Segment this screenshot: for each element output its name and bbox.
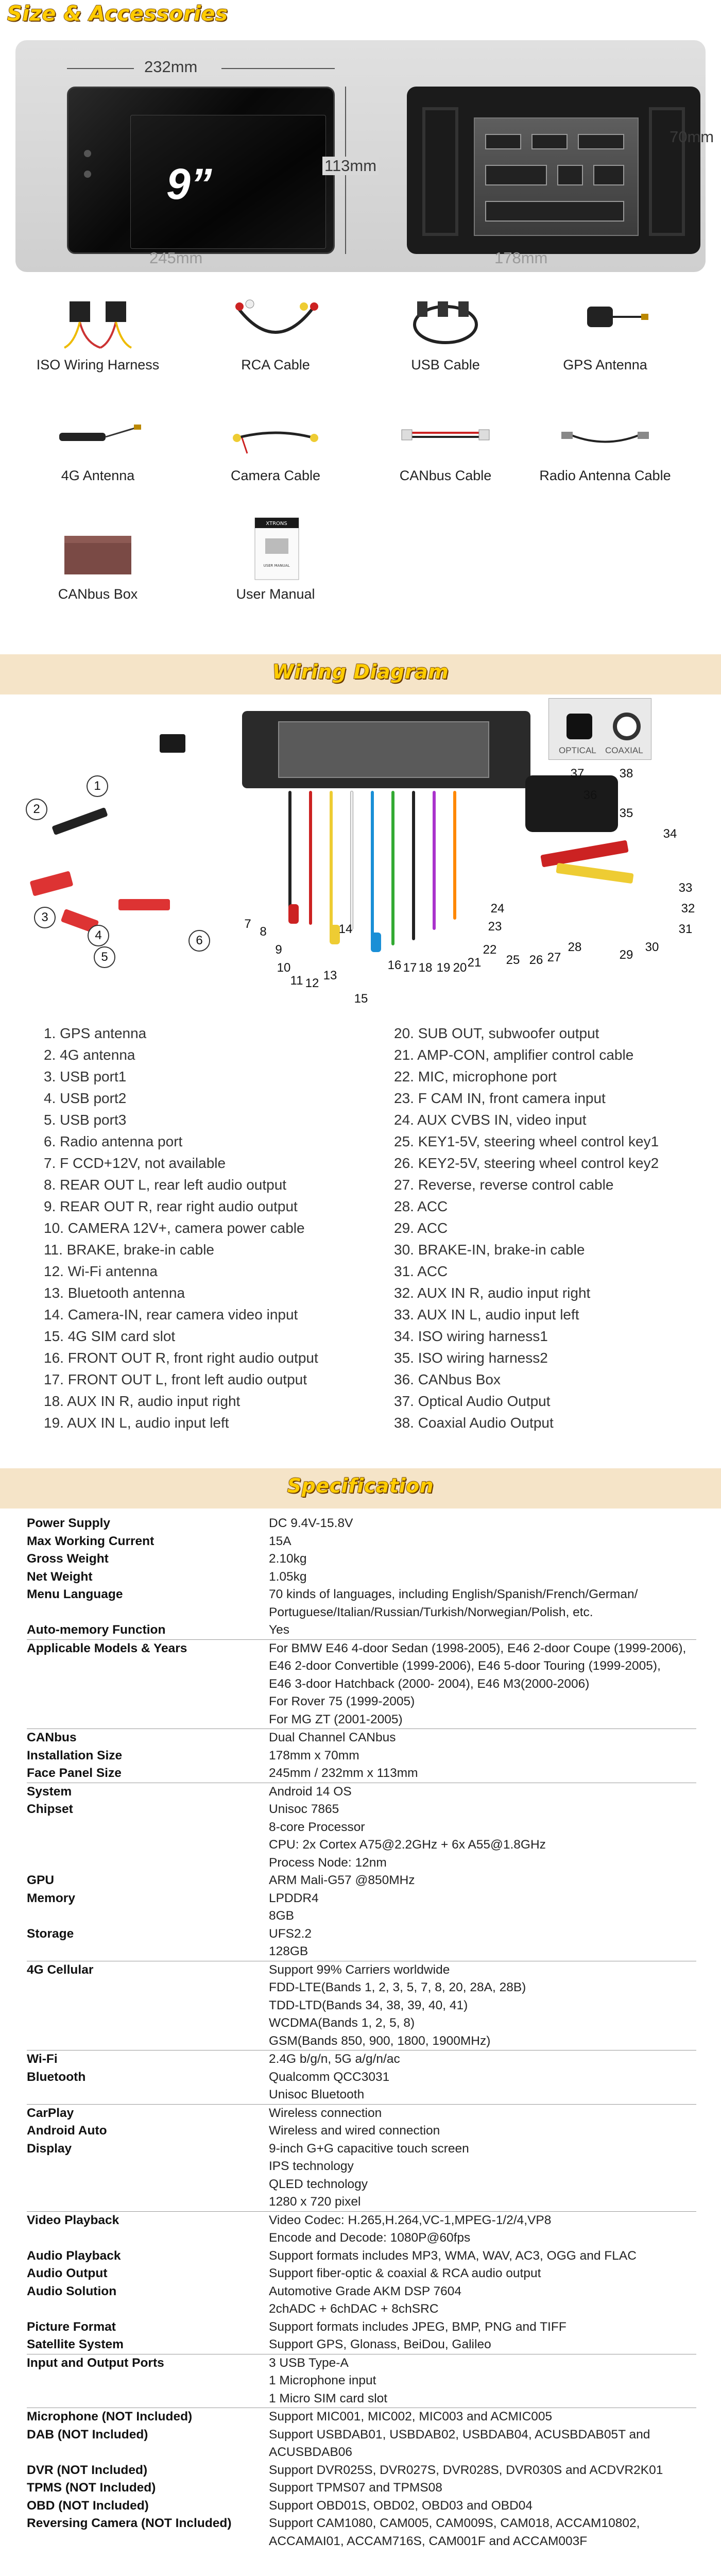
spec-row: [27, 2462, 696, 2480]
spec-row: [27, 1925, 696, 1961]
spec-key: Display: [27, 2141, 72, 2156]
wiring-legend-item: 2. 4G antenna: [44, 1047, 135, 1063]
wiring-legend-item: 14. Camera-IN, rear camera video input: [44, 1307, 298, 1323]
spec-value: [269, 1729, 696, 1747]
front-height-label: 113mm: [322, 157, 379, 175]
spec-value: [269, 1801, 696, 1872]
accessory-label: Camera Cable: [230, 468, 321, 483]
spec-key: Microphone (NOT Included): [27, 2410, 193, 2424]
wiring-legend-item: 10. CAMERA 12V+, camera power cable: [44, 1220, 305, 1236]
spec-row: [27, 2105, 696, 2123]
spec-key: Net Weight: [27, 1569, 93, 1584]
spec-value-line: Qualcomm QCC3031: [269, 2070, 390, 2084]
spec-row: [27, 1783, 696, 1801]
wiring-legend-item: 32. AUX IN R, audio input right: [394, 1285, 591, 1301]
wiring-diagram: [0, 698, 721, 1007]
wiring-legend-item: 8. REAR OUT L, rear left audio output: [44, 1177, 287, 1193]
head-unit-front: [67, 87, 335, 254]
spec-value: [269, 1550, 696, 1568]
spec-value-line: ACUSBDAB06: [269, 2445, 353, 2459]
accessory-gps-antenna: [520, 296, 690, 373]
wiring-legend-item: 3. USB port1: [44, 1069, 127, 1084]
chassis-height-label: 70mm: [670, 128, 714, 146]
wiring-legend-item: 19. AUX IN L, audio input left: [44, 1415, 229, 1431]
spec-key: Audio Playback: [27, 2248, 121, 2263]
spec-value-line: ACCAMAI01, ACCAM716S, CAM001F and ACCAM003F: [269, 2534, 588, 2548]
spec-row: [27, 2479, 696, 2497]
spec-header-band: [0, 1468, 721, 1509]
wiring-legend-item: 23. F CAM IN, front camera input: [394, 1090, 606, 1106]
spec-value-line: E46 2-door Convertible (1999-2006), E46 5-door Touring (1999-2005),: [269, 1659, 661, 1673]
spec-row: [27, 1586, 696, 1621]
spec-value-line: Unisoc 7865: [269, 1802, 339, 1816]
spec-key: Auto-memory Function: [27, 1623, 166, 1637]
spec-value: [269, 2354, 696, 2408]
spec-row: [27, 2122, 696, 2140]
spec-value: [269, 1533, 696, 1551]
wiring-legend-item: 31. ACC: [394, 1263, 448, 1279]
callout-35: 35: [619, 806, 633, 820]
spec-value-line: Video Codec: H.265,H.264,VC-1,MPEG-1/2/4,VP8: [269, 2213, 552, 2227]
spec-value-line: Automotive Grade AKM DSP 7604: [269, 2284, 462, 2298]
wiring-legend-item: 27. Reverse, reverse control cable: [394, 1177, 614, 1193]
spec-value-line: UFS2.2: [269, 1926, 312, 1941]
spec-value-line: 15A: [269, 1534, 291, 1548]
spec-row: [27, 2283, 696, 2318]
spec-value: [269, 2479, 696, 2497]
callout-38: 38: [619, 767, 633, 781]
spec-key: Bluetooth: [27, 2070, 86, 2084]
callout-32: 32: [681, 902, 695, 916]
spec-row: [27, 1872, 696, 1890]
wiring-legend-item: 6. Radio antenna port: [44, 1133, 183, 1149]
spec-value: [269, 2140, 696, 2211]
spec-value-line: Support OBD01S, OBD02, OBD03 and OBD04: [269, 2498, 533, 2513]
callout-19: 19: [436, 961, 451, 975]
spec-row: [27, 2265, 696, 2283]
screen-size-label: 9”: [166, 160, 212, 208]
spec-value: [269, 1872, 696, 1890]
manual-title: USER MANUAL: [263, 564, 290, 568]
wiring-legend-item: 36. CANbus Box: [394, 1371, 501, 1387]
accessory-label: GPS Antenna: [563, 357, 647, 372]
spec-value-line: Support TPMS07 and TPMS08: [269, 2481, 442, 2495]
spec-value-line: LPDDR4: [269, 1891, 319, 1905]
spec-value-line: 1.05kg: [269, 1569, 307, 1584]
spec-row: [27, 2336, 696, 2354]
wiring-legend-item: 34. ISO wiring harness1: [394, 1328, 548, 1344]
wiring-legend-item: 37. Optical Audio Output: [394, 1393, 551, 1409]
wiring-legend-item: 24. AUX CVBS IN, video input: [394, 1112, 587, 1128]
spec-key: Face Panel Size: [27, 1766, 122, 1780]
spec-key: Input and Output Ports: [27, 2355, 164, 2370]
section-title-wiring: Wiring Diagram: [272, 660, 449, 683]
spec-value: [269, 2122, 696, 2140]
face-width-label: 245mm: [149, 249, 203, 267]
wiring-legend-item: 33. AUX IN L, audio input left: [394, 1307, 579, 1323]
accessory-label: 4G Antenna: [61, 468, 135, 483]
callout-20: 20: [453, 961, 467, 975]
callout-34: 34: [663, 827, 677, 841]
spec-row: [27, 2318, 696, 2336]
spec-value-line: Wireless and wired connection: [269, 2124, 440, 2138]
spec-value-line: Support DVR025S, DVR027S, DVR028S, DVR030S and ACDVR2K01: [269, 2463, 663, 2477]
spec-key: Reversing Camera (NOT Included): [27, 2516, 232, 2530]
coaxial-port-label: COAXIAL: [605, 745, 643, 755]
wiring-legend-item: 9. REAR OUT R, rear right audio output: [44, 1198, 298, 1214]
spec-value-line: 1 Microphone input: [269, 2374, 376, 2387]
spec-value-line: Support MIC001, MIC002, MIC003 and ACMIC005: [269, 2410, 553, 2424]
spec-value-line: 70 kinds of languages, including English/Spanish/French/German/: [269, 1587, 638, 1601]
accessory-label: USB Cable: [411, 357, 480, 372]
spec-value-line: Support formats includes MP3, WMA, WAV, AC3, OGG and FLAC: [269, 2248, 637, 2263]
spec-value: [269, 1640, 696, 1729]
accessory-label: User Manual: [236, 586, 315, 602]
wiring-legend-item: 15. 4G SIM card slot: [44, 1328, 176, 1344]
accessory-4g-antenna: [13, 407, 183, 484]
wiring-legend-item: 20. SUB OUT, subwoofer output: [394, 1025, 599, 1041]
callout-3: 3: [34, 907, 56, 928]
callout-31: 31: [678, 922, 693, 936]
spec-value: [269, 2069, 696, 2104]
spec-value-line: 2chADC + 6chDAC + 8chSRC: [269, 2302, 439, 2316]
accessory-camera-cable: [191, 407, 360, 484]
spec-key: Audio Output: [27, 2266, 108, 2280]
spec-row: [27, 2247, 696, 2265]
wiring-legend-item: 21. AMP-CON, amplifier control cable: [394, 1047, 634, 1063]
spec-row: [27, 1568, 696, 1586]
callout-25: 25: [506, 953, 520, 967]
callout-1: 1: [87, 775, 108, 797]
spec-value-line: Wireless connection: [269, 2106, 382, 2120]
callout-29: 29: [619, 948, 633, 962]
spec-value-line: Process Node: 12nm: [269, 1855, 387, 1870]
head-unit-back: [407, 87, 700, 254]
spec-row: [27, 2408, 696, 2426]
spec-value-line: GSM(Bands 850, 900, 1800, 1900MHz): [269, 2033, 491, 2048]
spec-value: [269, 2105, 696, 2123]
spec-value-line: 178mm x 70mm: [269, 1748, 359, 1762]
spec-value-line: 1280 x 720 pixel: [269, 2195, 361, 2209]
spec-row: [27, 1533, 696, 1551]
spec-value: [269, 1890, 696, 1925]
spec-value-line: CPU: 2x Cortex A75@2.2GHz + 6x A55@1.8GHz: [269, 1838, 546, 1852]
spec-key: Satellite System: [27, 2337, 124, 2351]
spec-value: [269, 2408, 696, 2426]
callout-10: 10: [277, 961, 291, 975]
spec-value-line: For BMW E46 4-door Sedan (1998-2005), E46 2-door Coupe (1999-2006),: [269, 1641, 686, 1655]
spec-value: [269, 2212, 696, 2247]
wiring-legend-item: 35. ISO wiring harness2: [394, 1350, 548, 1366]
spec-value-line: 8-core Processor: [269, 1820, 365, 1834]
spec-value-line: ARM Mali-G57 @850MHz: [269, 1873, 415, 1887]
spec-row: [27, 2069, 696, 2105]
callout-4: 4: [88, 925, 109, 946]
spec-value: [269, 1568, 696, 1586]
accessory-usb-cable: [360, 296, 530, 373]
spec-key: Applicable Models & Years: [27, 1641, 187, 1655]
spec-value-line: 1 Micro SIM card slot: [269, 2391, 388, 2405]
spec-value-line: TDD-LTD(Bands 34, 38, 39, 40, 41): [269, 1998, 468, 2012]
callout-14: 14: [338, 922, 353, 936]
spec-value: [269, 2462, 696, 2480]
callout-18: 18: [418, 961, 433, 975]
section-title-spec: Specification: [287, 1475, 434, 1497]
accessory-iso-harness: [13, 296, 183, 373]
spec-value: [269, 2265, 696, 2283]
callout-30: 30: [645, 940, 659, 954]
spec-value-line: QLED technology: [269, 2177, 368, 2191]
spec-row: [27, 2497, 696, 2515]
spec-value: [269, 1961, 696, 2050]
wiring-legend-item: 13. Bluetooth antenna: [44, 1285, 185, 1301]
spec-value-line: WCDMA(Bands 1, 2, 5, 8): [269, 2016, 415, 2030]
callout-5: 5: [94, 946, 115, 968]
accessory-label: CANbus Cable: [399, 468, 492, 483]
accessory-user-manual: [191, 515, 360, 602]
spec-value: [269, 2283, 696, 2318]
spec-row: [27, 1747, 696, 1765]
spec-row: [27, 2354, 696, 2409]
spec-value-line: Portuguese/Italian/Russian/Turkish/Norwegian/Polish, etc.: [269, 1605, 593, 1619]
callout-2: 2: [26, 799, 47, 820]
spec-value: [269, 1515, 696, 1533]
spec-value: [269, 1765, 696, 1783]
spec-row: [27, 2140, 696, 2212]
spec-key: Installation Size: [27, 1748, 123, 1762]
spec-value-line: IPS technology: [269, 2159, 354, 2173]
spec-value: [269, 2515, 696, 2550]
spec-value-line: 3 USB Type-A: [269, 2355, 349, 2370]
spec-key: 4G Cellular: [27, 1962, 94, 1977]
spec-key: OBD (NOT Included): [27, 2498, 149, 2513]
spec-row: [27, 1640, 696, 1730]
wiring-legend-item: 22. MIC, microphone port: [394, 1069, 557, 1084]
callout-16: 16: [387, 958, 402, 972]
wiring-legend-left: [44, 1023, 318, 1434]
spec-value: [269, 1925, 696, 1961]
spec-row: [27, 2426, 696, 2462]
accessory-label: Radio Antenna Cable: [539, 468, 671, 483]
wiring-legend-item: 18. AUX IN R, audio input right: [44, 1393, 241, 1409]
spec-key: Chipset: [27, 1802, 73, 1816]
wiring-header-band: [0, 654, 721, 694]
callout-36: 36: [583, 788, 597, 802]
callout-11: 11: [290, 974, 303, 988]
spec-value: [269, 1621, 696, 1639]
spec-value: [269, 2336, 696, 2354]
spec-key: DVR (NOT Included): [27, 2463, 148, 2477]
spec-row: [27, 1515, 696, 1533]
spec-key: Picture Format: [27, 2319, 116, 2334]
accessory-radio-antenna-cable: [520, 407, 690, 484]
accessory-label: RCA Cable: [241, 357, 310, 372]
spec-row: [27, 2050, 696, 2069]
spec-value: [269, 1783, 696, 1801]
spec-value-line: For Rover 75 (1999-2005): [269, 1694, 415, 1708]
spec-value-line: 245mm / 232mm x 113mm: [269, 1766, 418, 1780]
spec-value: [269, 1747, 696, 1765]
wiring-legend-item: 17. FRONT OUT L, front left audio output: [44, 1371, 307, 1387]
spec-key: Menu Language: [27, 1587, 123, 1601]
spec-value-line: Android 14 OS: [269, 1784, 352, 1799]
spec-value-line: Support 99% Carriers worldwide: [269, 1962, 450, 1977]
spec-key: GPU: [27, 1873, 55, 1887]
spec-key: Audio Solution: [27, 2284, 117, 2298]
front-width-label: 232mm: [144, 58, 198, 76]
callout-22: 22: [483, 943, 497, 957]
spec-key: CarPlay: [27, 2106, 74, 2120]
callout-6: 6: [188, 930, 210, 952]
callout-7: 7: [244, 917, 251, 931]
callout-28: 28: [568, 940, 582, 954]
wiring-legend-item: 16. FRONT OUT R, front right audio output: [44, 1350, 318, 1366]
spec-value-line: DC 9.4V-15.8V: [269, 1516, 353, 1530]
spec-key: Memory: [27, 1891, 75, 1905]
spec-value-line: Unisoc Bluetooth: [269, 2088, 365, 2102]
spec-value: [269, 1586, 696, 1621]
spec-row: [27, 1801, 696, 1872]
spec-key: Video Playback: [27, 2213, 119, 2227]
spec-key: CANbus: [27, 1731, 77, 1744]
wiring-legend-item: 1. GPS antenna: [44, 1025, 147, 1041]
wiring-legend-item: 25. KEY1-5V, steering wheel control key1: [394, 1133, 659, 1149]
spec-value-line: Support fiber-optic & coaxial & RCA audio output: [269, 2266, 541, 2280]
callout-8: 8: [260, 925, 267, 939]
spec-row: [27, 2515, 696, 2550]
spec-value-line: Support USBDAB01, USBDAB02, USBDAB04, ACUSBDAB05T and: [269, 2427, 650, 2442]
wiring-legend-item: 11. BRAKE, brake-in cable: [44, 1242, 214, 1258]
spec-value-line: FDD-LTE(Bands 1, 2, 3, 5, 7, 8, 20, 28A, 28B): [269, 1980, 526, 1994]
spec-row: [27, 1621, 696, 1640]
callout-33: 33: [678, 881, 693, 895]
callout-9: 9: [275, 943, 282, 957]
spec-row: [27, 1890, 696, 1925]
spec-value: [269, 2050, 696, 2069]
spec-key: Max Working Current: [27, 1534, 154, 1548]
chassis-width-label: 178mm: [494, 249, 548, 267]
callout-26: 26: [529, 953, 543, 967]
accessory-canbus-box: [13, 526, 183, 602]
spec-value: [269, 2426, 696, 2462]
spec-value-line: Support GPS, Glonass, BeiDou, Galileo: [269, 2337, 491, 2351]
spec-value-line: 2.10kg: [269, 1552, 307, 1566]
wiring-legend-item: 38. Coaxial Audio Output: [394, 1415, 554, 1431]
spec-row: [27, 1729, 696, 1747]
accessory-label: CANbus Box: [58, 586, 138, 602]
spec-key: DAB (NOT Included): [27, 2427, 148, 2442]
wiring-legend-item: 29. ACC: [394, 1220, 448, 1236]
spec-key: Power Supply: [27, 1516, 111, 1530]
callout-37: 37: [570, 767, 585, 781]
spec-key: Gross Weight: [27, 1552, 109, 1566]
spec-value-line: Support formats includes JPEG, BMP, PNG and TIFF: [269, 2319, 566, 2334]
section-title-size: Size & Accessories: [7, 2, 228, 26]
spec-value-line: 2.4G b/g/n, 5G a/g/n/ac: [269, 2052, 400, 2066]
wiring-legend-item: 5. USB port3: [44, 1112, 127, 1128]
callout-13: 13: [323, 969, 337, 982]
spec-value-line: 8GB: [269, 1909, 295, 1923]
accessory-canbus-cable: [360, 407, 530, 484]
wiring-legend-right: [394, 1023, 659, 1434]
spec-row: [27, 2212, 696, 2247]
callout-24: 24: [490, 902, 505, 916]
spec-row: [27, 1765, 696, 1783]
wiring-legend-item: 30. BRAKE-IN, brake-in cable: [394, 1242, 585, 1258]
spec-value-line: Yes: [269, 1623, 289, 1637]
callout-15: 15: [354, 992, 368, 1006]
callout-23: 23: [488, 920, 502, 934]
spec-value: [269, 2247, 696, 2265]
spec-key: Android Auto: [27, 2124, 107, 2138]
spec-row: [27, 1550, 696, 1568]
spec-value-line: 128GB: [269, 1944, 308, 1958]
callout-27: 27: [547, 951, 561, 964]
callout-21: 21: [467, 956, 482, 970]
manual-brand: XTRONS: [266, 521, 287, 527]
spec-value: [269, 2497, 696, 2515]
callout-17: 17: [403, 961, 417, 975]
accessory-rca-cable: [191, 296, 360, 373]
wiring-legend-item: 26. KEY2-5V, steering wheel control key2: [394, 1155, 659, 1171]
spec-value-line: Encode and Decode: 1080P@60fps: [269, 2231, 471, 2245]
spec-value: [269, 2318, 696, 2336]
spec-value-line: Support CAM1080, CAM005, CAM009S, CAM018, ACCAM10802,: [269, 2516, 640, 2530]
wiring-legend-item: 4. USB port2: [44, 1090, 127, 1106]
spec-key: TPMS (NOT Included): [27, 2481, 156, 2495]
spec-key: Wi-Fi: [27, 2052, 58, 2066]
wiring-legend-item: 7. F CCD+12V, not available: [44, 1155, 226, 1171]
size-diagram: [15, 40, 714, 272]
spec-value-line: 9-inch G+G capacitive touch screen: [269, 2141, 469, 2156]
spec-key: Storage: [27, 1926, 74, 1941]
spec-key: System: [27, 1784, 72, 1799]
optical-port-label: OPTICAL: [559, 745, 596, 755]
spec-row: [27, 1961, 696, 2051]
spec-value-line: Dual Channel CANbus: [269, 1731, 396, 1744]
wiring-legend-item: 28. ACC: [394, 1198, 448, 1214]
spec-value-line: For MG ZT (2001-2005): [269, 1712, 403, 1726]
wiring-legend-item: 12. Wi-Fi antenna: [44, 1263, 158, 1279]
spec-value-line: E46 3-door Hatchback (2000- 2004), E46 M3(2000-2006): [269, 1676, 590, 1691]
callout-12: 12: [305, 976, 319, 990]
spec-table: [27, 1515, 696, 2550]
accessory-label: ISO Wiring Harness: [36, 357, 160, 372]
